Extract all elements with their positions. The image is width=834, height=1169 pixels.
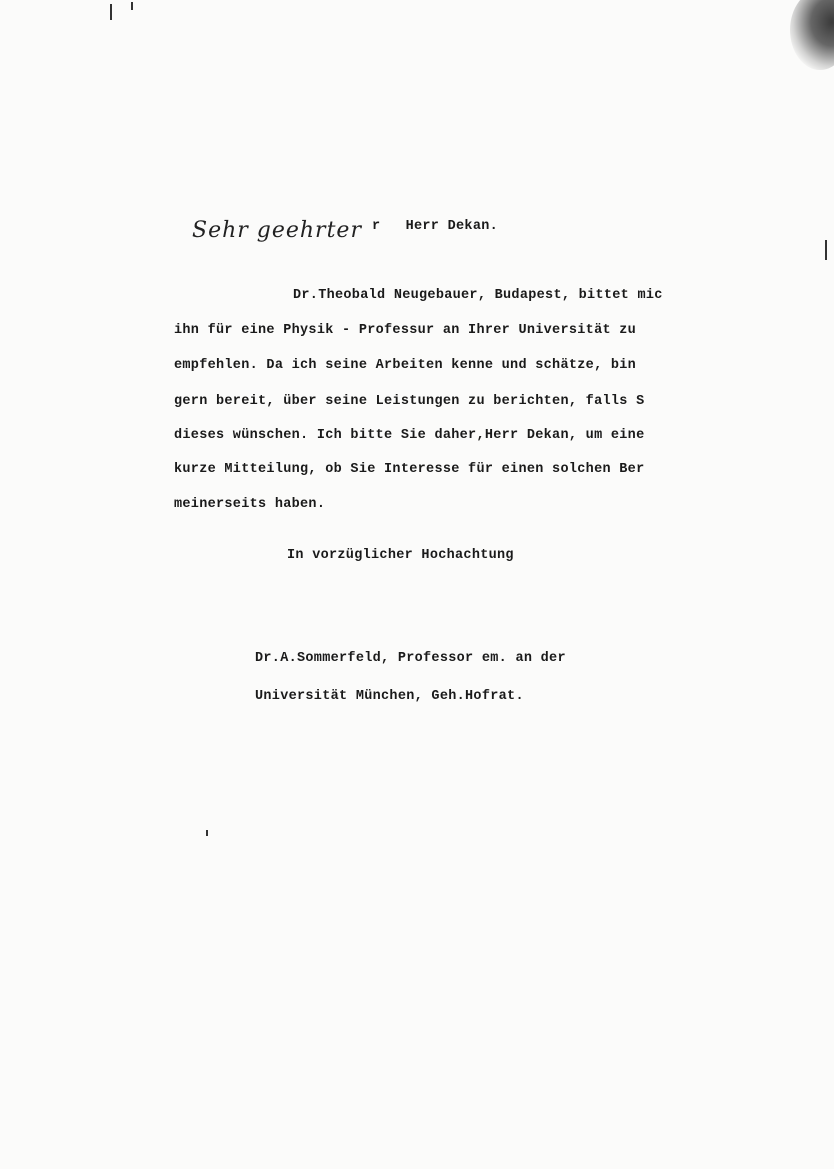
body-line-4: gern bereit, über seine Leistungen zu berichten, falls S: [174, 394, 645, 409]
body-line-1: Dr.Theobald Neugebauer, Budapest, bittet mic: [293, 288, 663, 303]
scan-mark: [131, 2, 133, 10]
body-line-3: empfehlen. Da ich seine Arbeiten kenne und schätze, bin: [174, 358, 637, 373]
handwritten-greeting: Sehr geehrter: [192, 218, 362, 243]
closing: In vorzüglicher Hochachtung: [287, 548, 514, 563]
body-line-6: kurze Mitteilung, ob Sie Interesse für einen solchen Ber: [174, 462, 645, 477]
body-line-2: ihn für eine Physik - Professur an Ihrer Universität zu: [174, 323, 637, 338]
scan-smudge: [790, 0, 834, 70]
body-line-7: meinerseits haben.: [174, 497, 326, 512]
scan-mark: [825, 240, 827, 260]
body-line-5: dieses wünschen. Ich bitte Sie daher,Herr Dekan, um eine: [174, 428, 645, 443]
scan-mark: [206, 830, 208, 836]
scan-mark: [110, 4, 112, 20]
signature-line-1: Dr.A.Sommerfeld, Professor em. an der: [255, 651, 566, 666]
signature-line-2: Universität München, Geh.Hofrat.: [255, 689, 524, 704]
salutation: r Herr Dekan.: [372, 219, 499, 234]
